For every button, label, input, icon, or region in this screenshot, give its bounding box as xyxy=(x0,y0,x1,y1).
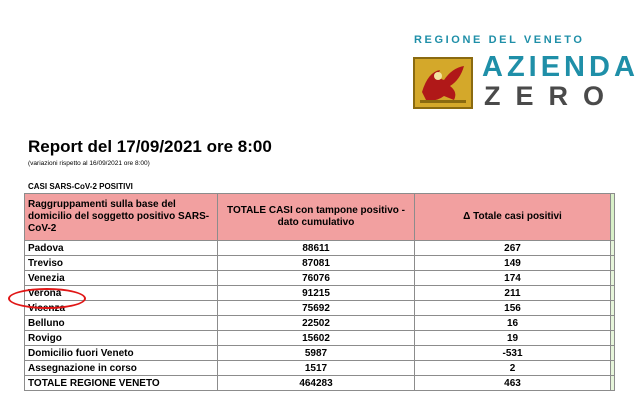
row-delta-cases: 267 xyxy=(415,241,611,256)
row-extra-cell xyxy=(611,301,615,316)
row-extra-cell xyxy=(611,271,615,286)
row-total-cases: 75692 xyxy=(218,301,415,316)
row-total-cases: 1517 xyxy=(218,361,415,376)
row-delta-cases: 211 xyxy=(415,286,611,301)
table-row xyxy=(25,271,615,286)
row-name: TOTALE REGIONE VENETO xyxy=(25,376,218,391)
row-total-cases: 464283 xyxy=(218,376,415,391)
table-row xyxy=(25,331,615,346)
table-row xyxy=(25,361,615,376)
row-extra-cell xyxy=(611,286,615,301)
table-row xyxy=(25,316,615,331)
row-extra-cell xyxy=(611,241,615,256)
row-delta-cases: 149 xyxy=(415,256,611,271)
row-name: Vicenza xyxy=(25,301,218,316)
row-name: Padova xyxy=(25,241,218,256)
table-row xyxy=(25,286,615,301)
winged-lion-icon xyxy=(414,58,472,108)
org-name-line2: ZERO xyxy=(484,81,620,111)
section-label: CASI SARS-CoV-2 POSITIVI xyxy=(28,182,133,191)
table-row xyxy=(25,346,615,361)
header-total-cases: TOTALE CASI con tampone positivo - dato cumulativo xyxy=(218,194,415,241)
row-name: Venezia xyxy=(25,271,218,286)
row-extra-cell xyxy=(611,376,615,391)
row-name: Domicilio fuori Veneto xyxy=(25,346,218,361)
header-delta-cases: Δ Totale casi positivi xyxy=(415,194,611,241)
row-extra-cell xyxy=(611,346,615,361)
row-extra-cell xyxy=(611,331,615,346)
row-total-cases: 91215 xyxy=(218,286,415,301)
total-row xyxy=(25,376,615,391)
header-grouping: Raggruppamenti sulla base del domicilio del soggetto positivo SARS-CoV-2 xyxy=(25,194,218,241)
row-delta-cases: 19 xyxy=(415,331,611,346)
report-title: Report del 17/09/2021 ore 8:00 xyxy=(28,137,272,156)
row-extra-cell xyxy=(611,361,615,376)
region-label: REGIONE DEL VENETO xyxy=(414,34,585,46)
row-delta-cases: -531 xyxy=(415,346,611,361)
row-total-cases: 15602 xyxy=(218,331,415,346)
row-name: Assegnazione in corso xyxy=(25,361,218,376)
row-total-cases: 22502 xyxy=(218,316,415,331)
row-delta-cases: 463 xyxy=(415,376,611,391)
header-extra-column xyxy=(611,194,615,241)
row-name: Treviso xyxy=(25,256,218,271)
report-subtitle: (variazioni rispetto al 16/09/2021 ore 8:00) xyxy=(28,160,150,167)
table-row xyxy=(25,301,615,316)
row-delta-cases: 2 xyxy=(415,361,611,376)
highlight-ellipse xyxy=(8,288,86,309)
table-row xyxy=(25,241,615,256)
row-total-cases: 87081 xyxy=(218,256,415,271)
row-extra-cell xyxy=(611,256,615,271)
row-delta-cases: 16 xyxy=(415,316,611,331)
row-total-cases: 88611 xyxy=(218,241,415,256)
row-delta-cases: 174 xyxy=(415,271,611,286)
row-extra-cell xyxy=(611,316,615,331)
row-total-cases: 76076 xyxy=(218,271,415,286)
row-name: Belluno xyxy=(25,316,218,331)
row-name: Verona xyxy=(25,286,218,301)
row-name: Rovigo xyxy=(25,331,218,346)
table-header-row xyxy=(25,194,615,241)
org-name-line1: AZIENDA xyxy=(482,51,639,83)
table-row xyxy=(25,256,615,271)
row-delta-cases: 156 xyxy=(415,301,611,316)
row-total-cases: 5987 xyxy=(218,346,415,361)
cases-table xyxy=(24,193,615,391)
